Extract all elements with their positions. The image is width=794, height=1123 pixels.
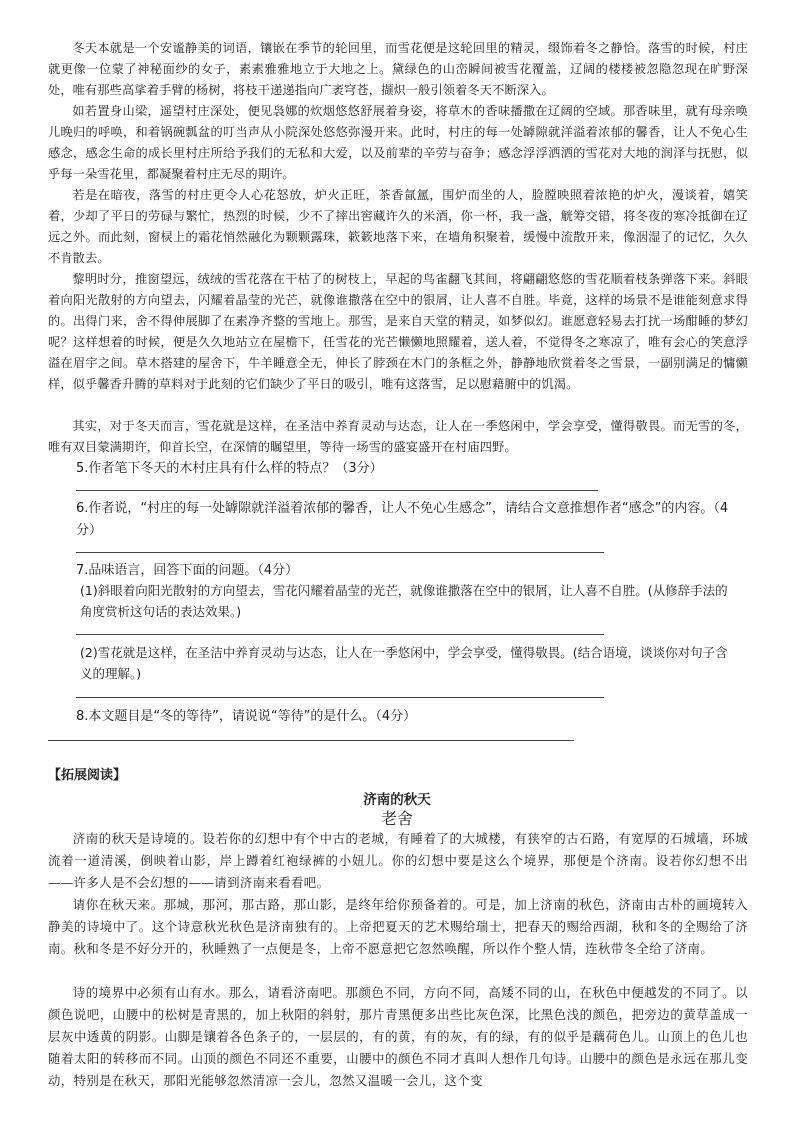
question-7: 7.品味语言，回答下面的问题。（4分） — [76, 563, 299, 578]
article-paragraph-1: 济南的秋天是诗境的。设若你的幻想中有个中古的老城，有睡着了的大城楼，有狭窄的古石路，有宽厚的石城墙，环城流着一道清溪，倒映着山影，岸上蹲着红袍绿裤的小妞儿。你的幻想中要是这么个境界，那便是个济南。设若你幻想不出——许多人是不会幻想的——请到济南来看看吧。 — [48, 831, 748, 890]
question-7-2-task: (结合语境，谈谈你对句子含义的理解。) — [80, 645, 728, 681]
answer-line-5[interactable] — [76, 490, 598, 491]
passage-paragraph-5: 其实，对于冬天而言，雪花就是这样，在圣洁中养育灵动与达态，让人在一季悠闲中，学会享受，懂得敬畏。而无雪的冬，唯有双目蒙满期许，仰首长空，在深情的瞩望里，等待一场雪的盛宴盛开在村庙四野。 — [48, 419, 748, 454]
article-paragraph-2: 请你在秋天来。那城，那河，那古路，那山影，是终年给你预备着的。可是，加上济南的秋色，济南由古朴的画境转入静美的诗境中了。这个诗意秋光秋色是济南独有的。上帝把夏天的艺术赐给瑞士，把春天的赐给西湖，秋和冬的全赐给了济南。秋和冬是不好分开的，秋睡熟了一点便是冬，上帝不愿意把它忽然唤醒，所以作个整人情，连秋带冬全给了济南。 — [48, 897, 748, 956]
article-author: 老舍 — [380, 809, 413, 828]
article-paragraph-3: 诗的境界中必须有山有水。那么，请看济南吧。那颜色不同，方向不同，高矮不同的山，在秋色中便越发的不同了。以颜色说吧，山腰中的松树是青黑的，加上秋阳的斜射，那片青黑便多出些比灰色深，比黑色浅的颜色，把旁边的黄草盖成一层灰中透黄的阴影。山脚是镶着各色条子的，一层层的，有的黄，有的灰，有的绿，有的似乎是藕荷色儿。山顶上的色儿也随着太阳的转移而不同。山顶的颜色不同还不重要，山腰中的颜色不同才真叫人想作几句诗。山腰中的颜色是永远在那儿变动，特别是在秋天，那阳光能够忽然清凉一会儿，忽然又温暖一会儿，这个变 — [48, 985, 748, 1088]
question-7-1 — [80, 580, 740, 622]
article-title: 济南的秋天 — [363, 792, 431, 808]
answer-line-6[interactable] — [76, 552, 604, 553]
answer-line-7-1[interactable] — [76, 634, 604, 635]
passage-paragraph-2: 如若置身山梁，遥望村庄深处，便见袅娜的炊烟悠悠舒展着身姿，将草木的香味播撒在辽阔的空域。那香味里，就有母亲唤儿晚归的呼唤，和着锅碗瓢盆的叮当声从小院深处悠悠弥漫开来。此时，村庄的每一处罅隙就洋溢着浓郁的馨香，让人不免心生感念，感念生命的成长里村庄所给予我们的无私和大爱，以及前辈的辛劳与奋争；感念浮浮洒洒的雪花对大地的润泽与抚慰，似乎每一朵雪花里，都凝聚着村庄无尽的期许。 — [48, 104, 748, 181]
question-7-1-task: (从修辞手法的角度赏析这句话的表达效果。) — [80, 583, 728, 619]
question-5: 5.作者笔下冬天的木村庄具有什么样的特点？（3分） — [76, 461, 383, 476]
passage-paragraph-3: 若是在暗夜，落雪的村庄更令人心花怒放，炉火正旺，茶香氤氲，围炉而坐的人，脸膛映照着浓艳的炉火，漫谈着，嬉笑着，少却了平日的劳碌与繁忙，热烈的时候，少不了摔出窖藏许久的米酒，你一杯，我一盏，觥筹交错，将冬夜的寒冷抵御在辽远之外。而此刻，窗棂上的霜花悄然融化为颗颗露珠，簌簌地落下来，在墙角积聚着，缓慢中流散开来，像洇湿了的记忆，久久不肯散去。 — [48, 188, 748, 265]
extended-reading-label: 【拓展阅读】 — [48, 768, 127, 783]
answer-line-7-2[interactable] — [76, 697, 604, 698]
question-7-2-quote: (2)雪花就是这样，在圣洁中养育灵动与达态，让人在一季悠闲中，学会享受，懂得敬畏。 — [80, 645, 573, 660]
answer-line-8[interactable] — [48, 740, 574, 741]
passage-paragraph-1: 冬天本就是一个安谧静美的词语，镶嵌在季节的轮回里，而雪花便是这轮回里的精灵，缀饰着冬之静恰。落雪的时候，村庄就更像一位蒙了神秘面纱的女子，素素雅雅地立于大地之上。黛绿色的山峦瞬间被雪花覆盖，辽阔的楼楼被忽隐忽现在旷野深处，唯有那些高挲着手臂的杨树，将枝干递递指向广袤穹苍，撷炽一般引领着冬天不断深入。 — [48, 41, 748, 97]
question-7-2 — [80, 642, 740, 684]
question-8: 8.本文题目是“冬的等待”，请说说“等待”的是什么。（4分） — [76, 709, 417, 724]
question-7-1-quote: (1)斜眼着向阳光散射的方向望去，雪花闪耀着晶莹的光芒，就像谁撒落在空中的银屑，让人喜不自胜。 — [80, 583, 648, 598]
question-6: 6.作者说，“村庄的每一处罅隙就洋溢着浓郁的馨香，让人不免心生感念”，请结合文意推想作者“感念”的内容。（4分） — [76, 501, 729, 538]
passage-paragraph-4: 黎明时分，推窗望远，绒绒的雪花落在干枯了的树枝上，早起的鸟雀翻飞其间，将翩翩悠悠的雪花顺着枝条弹落下来。斜眼着向阳光散射的方向望去，闪耀着晶莹的光芒，就像谁撒落在空中的银屑，让人喜不自胜。毕竟，这样的场景不是谁能刻意求得的。出得门来，舍不得伸展脚了在素净齐整的雪地上。那雪，是来自天堂的精灵，如梦似幻。谁愿意轻易去打扰一场酣睡的梦幻呢？这样想着的时候，便是久久地站立在屋檐下，任雪花的光芒懒懒地照耀着，送人着，不觉得冬之寒凉了，唯有会心的笑意浮溢在眉宇之间。草木搭建的屋舍下，牛羊睡意全无，伸长了脖颈在木门的条框之外，静静地欣赏着冬之雪景，一副别满足的慵懒样，似乎馨香升腾的草料对于此刻的它们缺少了平日的吸引，唯有这落雪，足以慰藉腑中的饥渴。 — [48, 272, 748, 391]
